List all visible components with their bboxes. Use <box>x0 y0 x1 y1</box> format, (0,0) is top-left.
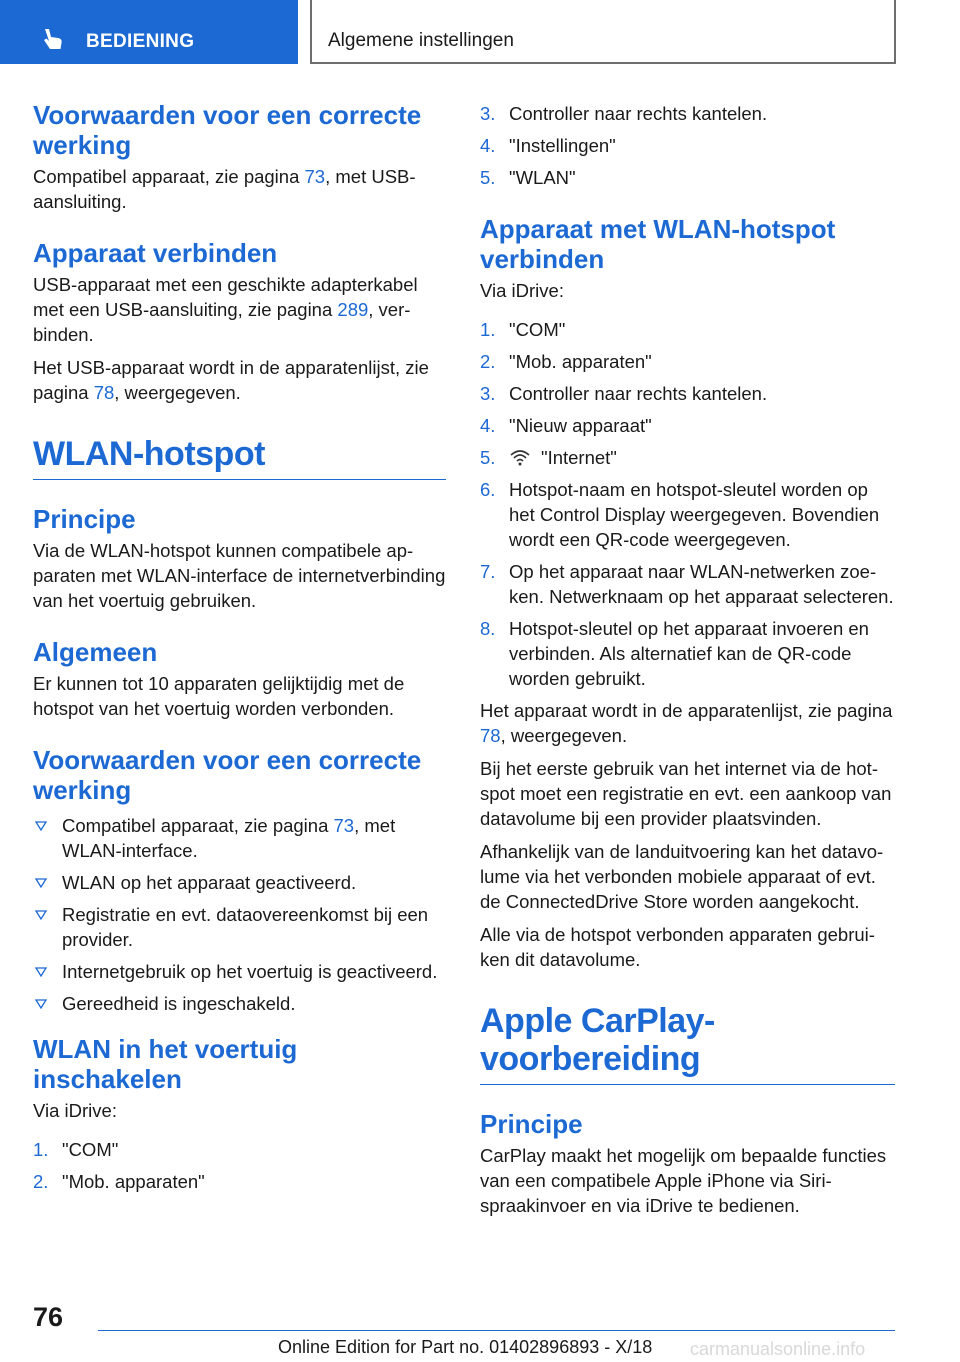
heading-connect-hotspot: Apparaat met WLAN-hotspot verbinden <box>480 214 836 274</box>
left-column <box>33 100 446 1201</box>
paragraph-connect-usb: USB-apparaat met een geschikte adapterkabel met een USB-aansluiting, zie pagina 289, verbinden. <box>33 274 418 345</box>
paragraph-principle: Via de WLAN-hotspot kunnen compatibele apparaten met WLAN-interface de internetverbinding van het voertuig gebruiken. <box>33 540 446 611</box>
paragraph-first-use: Bij het eerste gebruik van het internet via de hotspot moet een registratie en evt. een aankoop van datavolume bij een provider plaatsvinden. <box>480 758 892 829</box>
steps-enable-wlan <box>33 1137 446 1194</box>
triangle-bullet-icon <box>35 999 47 1009</box>
list-item: 3. Controller naar rechts kantelen. <box>480 383 768 404</box>
paragraph-via-idrive: Via iDrive: <box>33 1100 117 1121</box>
heading-principle: Principe <box>33 504 136 534</box>
page-link-78[interactable]: 78 <box>480 725 501 746</box>
list-item: 2. "Mob. apparaten" <box>33 1171 205 1192</box>
list-item: 1. "COM" <box>33 1139 119 1160</box>
heading-requirements-usb: Voorwaarden voor een correcte werking <box>33 100 422 160</box>
chapter-label: BEDIENING <box>86 31 195 52</box>
triangle-bullet-icon <box>35 967 47 977</box>
list-item: Compatibel apparaat, zie pagina 73, met WLAN-interface. <box>33 813 446 863</box>
list-item: 5. "Internet" <box>480 447 617 468</box>
steps-connect-hotspot <box>480 317 895 691</box>
triangle-bullet-icon <box>35 878 47 888</box>
paragraph-via-idrive: Via iDrive: <box>480 280 564 301</box>
list-item: 3. Controller naar rechts kantelen. <box>480 103 768 124</box>
paragraph-shared-volume: Alle via de hotspot verbonden apparaten gebruiken dit datavolume. <box>480 924 875 970</box>
section-title: Algemene instellingen <box>328 30 514 51</box>
page-number: 76 <box>33 1302 64 1332</box>
heading-general: Algemeen <box>33 637 158 667</box>
heading-connect-device: Apparaat verbinden <box>33 238 278 268</box>
list-item: 4. "Nieuw apparaat" <box>480 415 652 436</box>
watermark: carmanualsonline.info <box>690 1339 866 1359</box>
section-header <box>310 0 896 64</box>
wifi-icon <box>509 448 531 466</box>
heading-apple-carplay: Apple CarPlay-voorbereiding <box>480 1002 895 1085</box>
paragraph-general: Er kunnen tot 10 apparaten gelijktijdig met de hotspot van het voertuig worden verbonden. <box>33 673 405 719</box>
footer-divider <box>98 1330 895 1331</box>
list-item: 6. Hotspot-naam en hotspot-sleutel worden op het Control Display weergegeven. Bovendien wordt een QR-code weergegeven. <box>480 479 880 550</box>
heading-wlan-hotspot: WLAN-hotspot <box>33 435 446 480</box>
list-item: Internetgebruik op het voertuig is geactiveerd. <box>33 959 446 984</box>
list-item: 5. "WLAN" <box>480 167 576 188</box>
paragraph-carplay-principle: CarPlay maakt het mogelijk om bepaalde functies van een compatibele Apple iPhone via Siri-spraakinvoer en via iDrive te bedienen. <box>480 1145 887 1216</box>
list-item: 1. "COM" <box>480 319 566 340</box>
triangle-bullet-icon <box>35 821 47 831</box>
list-item: Gereedheid is ingeschakeld. <box>33 991 446 1016</box>
chapter-tab <box>0 0 298 64</box>
paragraph-device-list: Het USB-apparaat wordt in de apparatenlijst, zie pagina 78, weergegeven. <box>33 357 429 403</box>
heading-requirements-wlan: Voorwaarden voor een correcte werking <box>33 745 422 805</box>
list-item: 7. Op het apparaat naar WLAN-netwerken zoeken. Netwerknaam op het apparaat selecteren. <box>480 561 894 607</box>
heading-enable-wlan: WLAN in het voertuig inschakelen <box>33 1034 298 1094</box>
list-item: 2. "Mob. apparaten" <box>480 351 652 372</box>
list-item: WLAN op het apparaat geactiveerd. <box>33 870 446 895</box>
list-item: Registratie en evt. dataovereenkomst bij een provider. <box>33 902 446 952</box>
triangle-bullet-icon <box>35 910 47 920</box>
list-item: 8. Hotspot-sleutel op het apparaat invoeren en verbinden. Als alternatief kan de QR-code worden gebruikt. <box>480 618 869 689</box>
page-link-73[interactable]: 73 <box>304 166 326 187</box>
pointing-hand-icon <box>40 26 66 52</box>
paragraph-data-volume: Afhankelijk van de landuitvoering kan het datavolume via het verbonden mobiele apparaat of evt. de ConnectedDrive Store worden aangekocht. <box>480 841 884 912</box>
steps-enable-wlan-continued <box>480 101 895 190</box>
footer-edition: Online Edition for Part no. 01402896893 - X/18 <box>278 1337 653 1357</box>
paragraph-usb-requirements: Compatibel apparaat, zie pagina 73, met USB-aansluiting. <box>33 166 416 212</box>
requirements-list <box>33 813 446 1016</box>
page-link-78[interactable]: 78 <box>93 382 115 403</box>
right-column <box>480 101 895 1218</box>
page-link-73[interactable]: 73 <box>333 815 355 836</box>
page-link-289[interactable]: 289 <box>337 299 369 320</box>
list-item: 4. "Instellingen" <box>480 135 616 156</box>
paragraph-device-list: Het apparaat wordt in de apparatenlijst, zie pagina 78, weergegeven. <box>480 700 893 746</box>
heading-principle: Principe <box>480 1109 583 1139</box>
